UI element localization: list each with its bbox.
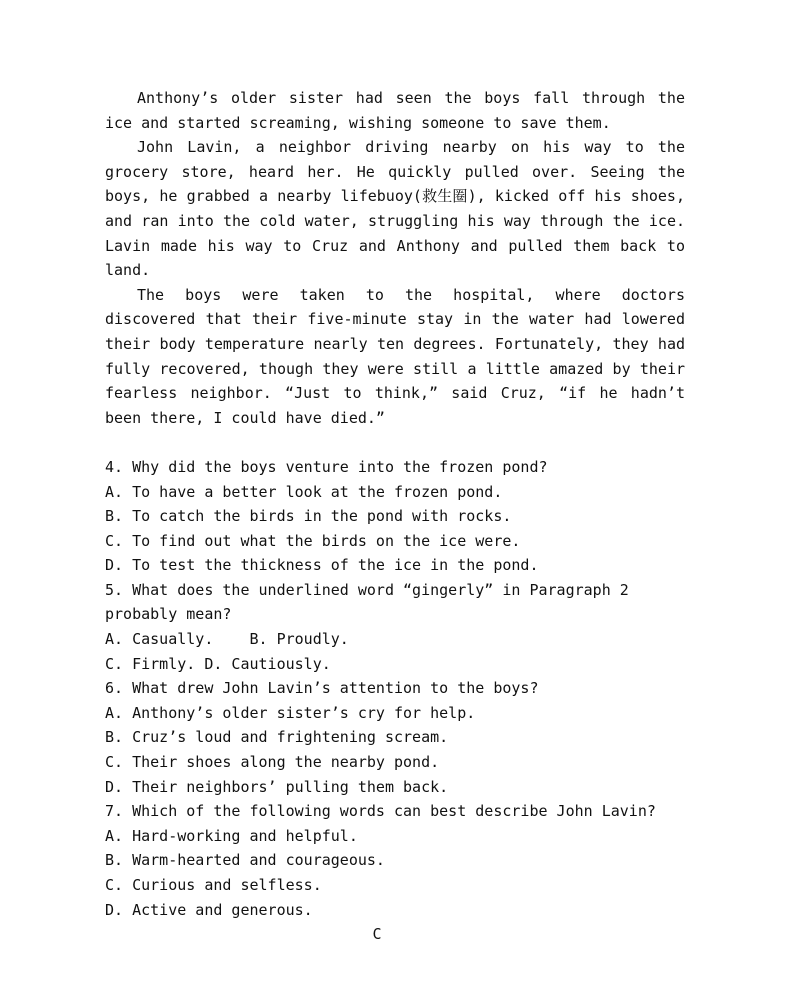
question-5 [105,578,685,676]
question-6 [105,676,685,799]
answer-option: A. Anthony’s older sister’s cry for help. [105,703,476,722]
answer-option: C. Their shoes along the nearby pond. [105,753,440,772]
document-page [105,86,685,947]
answer-option: C. Firmly. D. Cautiously. [105,654,331,673]
question-stem: 6. What drew John Lavin’s attention to the boys? [105,679,539,698]
paragraph: The boys were taken to the hospital, where doctors discovered that their five-minute stay in the water had lowered their body temperature nearly ten degrees. Fortunately, they had fully recovered, though they were still a little amazed by their fearless neighbor. “Just to think,” said Cruz, “if he hadn’t been there, I could have died.” [105,285,685,427]
answer-option: A. Hard-working and helpful. [105,826,358,845]
answer-option: B. Cruz’s loud and frightening scream. [105,728,449,747]
paragraph: Anthony’s older sister had seen the boys fall through the ice and started screaming, wishing someone to save them. [105,89,685,132]
spacer [105,430,685,455]
paragraph: John Lavin, a neighbor driving nearby on his way to the grocery store, heard her. He quickly pulled over. Seeing the boys, he grabbed a nearby lifebuoy(救生圈), kicked off his shoes, and ran into the cold water, struggling his way through the ice. Lavin made his way to Cruz and Anthony and pulled them back to land. [105,138,685,280]
answer-option: C. Curious and selfless. [105,876,322,894]
answer-option: C. To find out what the birds on the ice were. [105,531,521,550]
answer-option: A. Casually. B. Proudly. [105,630,349,649]
answer-option: D. To test the thickness of the ice in the pond. [105,556,539,575]
question-7 [105,799,685,922]
answer-option: D. Active and generous. [105,900,313,919]
question-4 [105,455,685,578]
answer-option: D. Their neighbors’ pulling them back. [105,777,449,796]
question-stem: 5. What does the underlined word “gingerly” in Paragraph 2 probably mean? [105,580,629,624]
question-stem: 4. Why did the boys venture into the frozen pond? [105,457,548,476]
answer-option: B. To catch the birds in the pond with rocks. [105,507,512,526]
answer-option: B. Warm-hearted and courageous. [105,851,385,870]
question-stem: 7. Which of the following words can best describe John Lavin? [105,802,656,821]
answer-option: A. To have a better look at the frozen pond. [105,482,503,501]
section-label: C [372,925,382,944]
